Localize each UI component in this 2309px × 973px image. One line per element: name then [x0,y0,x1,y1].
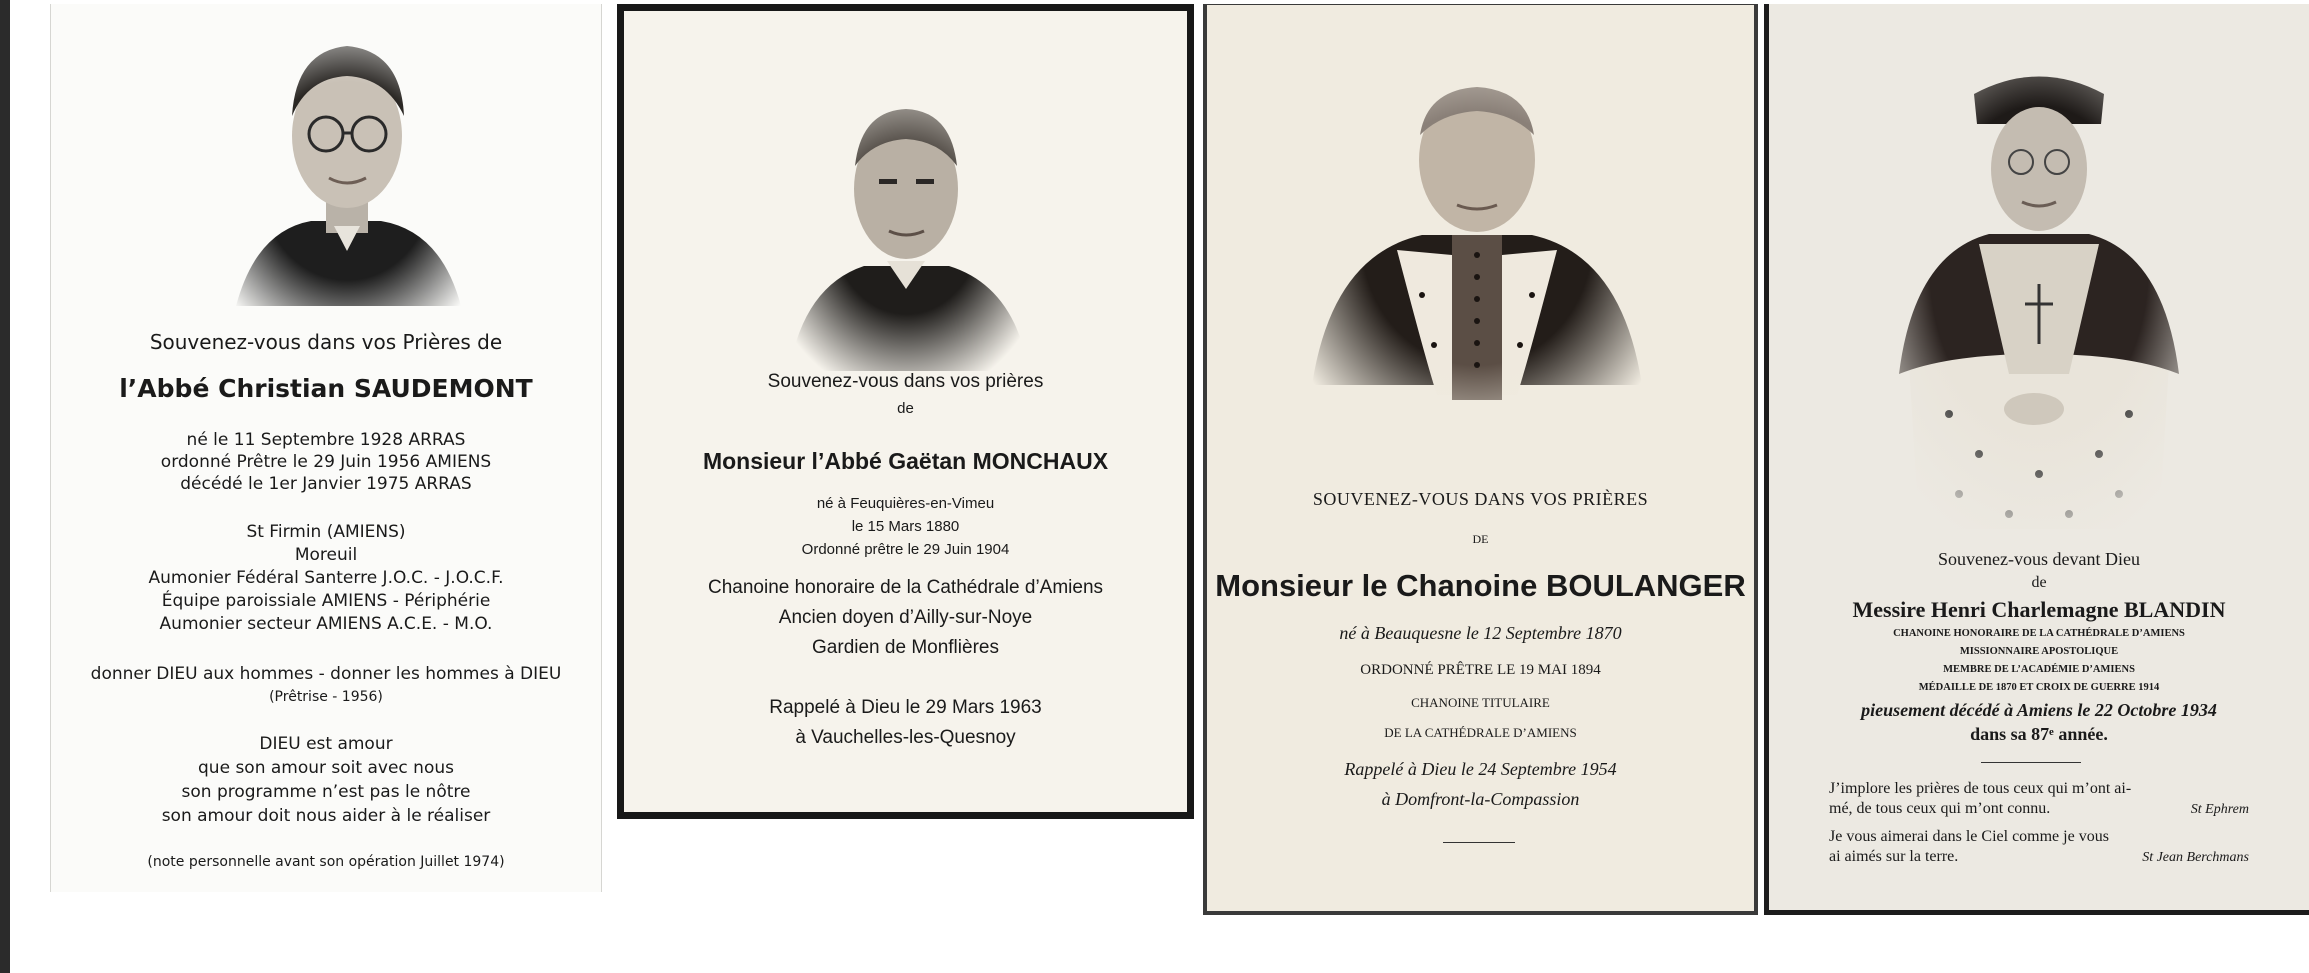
card-heading: Souvenez-vous devant Dieu [1938,549,2140,569]
deceased-name: l’Abbé Christian SAUDEMONT [119,374,533,403]
title-line: MISSIONNAIRE APOSTOLIQUE [1959,646,2119,657]
age-line: dans sa 87ᵉ année. [1970,724,2108,744]
poem-line: DIEU est amour [259,734,393,754]
card-heading: Souvenez-vous dans vos prières [767,371,1044,392]
quote-line: mé, de tous ceux qui m’ont connu. [1829,800,2051,817]
motto: donner DIEU aux hommes - donner les hommes à DIEU [90,664,562,684]
death-line: pieusement décédé à Amiens le 22 Octobre 1934 [1861,700,2217,720]
deceased-name: Monsieur l’Abbé Gaëtan MONCHAUX [702,448,1109,474]
card-heading: Souvenez-vous dans vos Prières de [149,330,503,354]
bio-line: ordonné Prêtre le 29 Juin 1956 AMIENS [160,452,492,472]
title-line: Chanoine honoraire de la Cathédrale d’Amiens [707,577,1104,598]
card-heading: SOUVENEZ-VOUS DANS VOS PRIÈRES [1312,489,1649,509]
title-line: MÉDAILLE DE 1870 ET CROIX DE GUERRE 1914 [1918,682,2160,693]
death-line: Rappelé à Dieu le 29 Mars 1963 [769,697,1042,718]
portrait-photo [216,16,478,316]
quote-line: Je vous aimerai dans le Ciel comme je vous [1829,828,2109,845]
title-line: CHANOINE HONORAIRE DE LA CATHÉDRALE D’AMIENS [1893,628,2185,639]
ministry-line: Équipe paroissiale AMIENS - Périphérie [161,591,491,611]
title-line: CHANOINE TITULAIRE [1411,695,1550,710]
card-heading-de: de [897,400,914,417]
title-line: Ancien doyen d’Ailly-sur-Noye [778,607,1033,628]
deceased-name: Monsieur le Chanoine BOULANGER [1215,568,1746,603]
birth-line: né à Beauquesne le 12 Septembre 1870 [1339,623,1622,643]
quote-line: J’implore les prières de tous ceux qui m’ont ai- [1829,780,2132,797]
portrait-photo [1879,54,2199,529]
quote-line: ai aimés sur la terre. [1829,848,1959,865]
ministry-line: Aumonier Fédéral Santerre J.O.C. - J.O.C.F. [148,568,504,588]
poem-line: son programme n’est pas le nôtre [181,782,471,802]
card-heading-de: DE [1472,532,1489,546]
portrait-photo [1302,65,1652,450]
card-heading-de: de [2031,574,2047,591]
bio-line: Ordonné prêtre le 29 Juin 1904 [801,541,1010,558]
memorial-card-saudemont [50,4,602,892]
ornament-rule [1981,762,2081,763]
poem-line: son amour doit nous aider à le réaliser [161,806,491,826]
ordination-line: ORDONNÉ PRÊTRE LE 19 MAI 1894 [1360,662,1601,678]
bio-line: né à Feuquières-en-Vimeu [816,495,995,512]
deceased-name: Messire Henri Charlemagne BLANDIN [1852,597,2226,622]
title-line: Gardien de Monflières [812,637,999,658]
scan-edge-strip [0,0,10,973]
death-line: Rappelé à Dieu le 24 Septembre 1954 [1344,759,1617,779]
title-line: DE LA CATHÉDRALE D’AMIENS [1384,725,1577,740]
bio-line: le 15 Mars 1880 [851,518,960,535]
death-line: à Vauchelles-les-Quesnoy [795,727,1016,748]
motto-note: (Prêtrise - 1956) [269,689,383,705]
title-line: MEMBRE DE L’ACADÉMIE D’AMIENS [1943,664,2135,675]
quote-author: St Ephrem [2190,802,2249,817]
memorial-card-monchaux [617,4,1194,819]
ministry-line: Aumonier secteur AMIENS A.C.E. - M.O. [159,614,493,634]
ministry-line: St Firmin (AMIENS) [246,522,406,542]
bio-line: né le 11 Septembre 1928 ARRAS [186,430,466,450]
portrait-photo [779,71,1034,371]
memorial-card-blandin [1764,4,2309,915]
memorial-card-boulanger [1203,4,1758,915]
ministry-line: Moreuil [294,545,358,565]
death-place-line: à Domfront-la-Compassion [1381,789,1580,809]
closing-rule [1443,842,1515,843]
poem-line: que son amour soit avec nous [198,758,454,778]
quote-author: St Jean Berchmans [2142,850,2249,865]
bio-line: décédé le 1er Janvier 1975 ARRAS [180,474,472,494]
footnote: (note personnelle avant son opération Juillet 1974) [147,854,505,870]
